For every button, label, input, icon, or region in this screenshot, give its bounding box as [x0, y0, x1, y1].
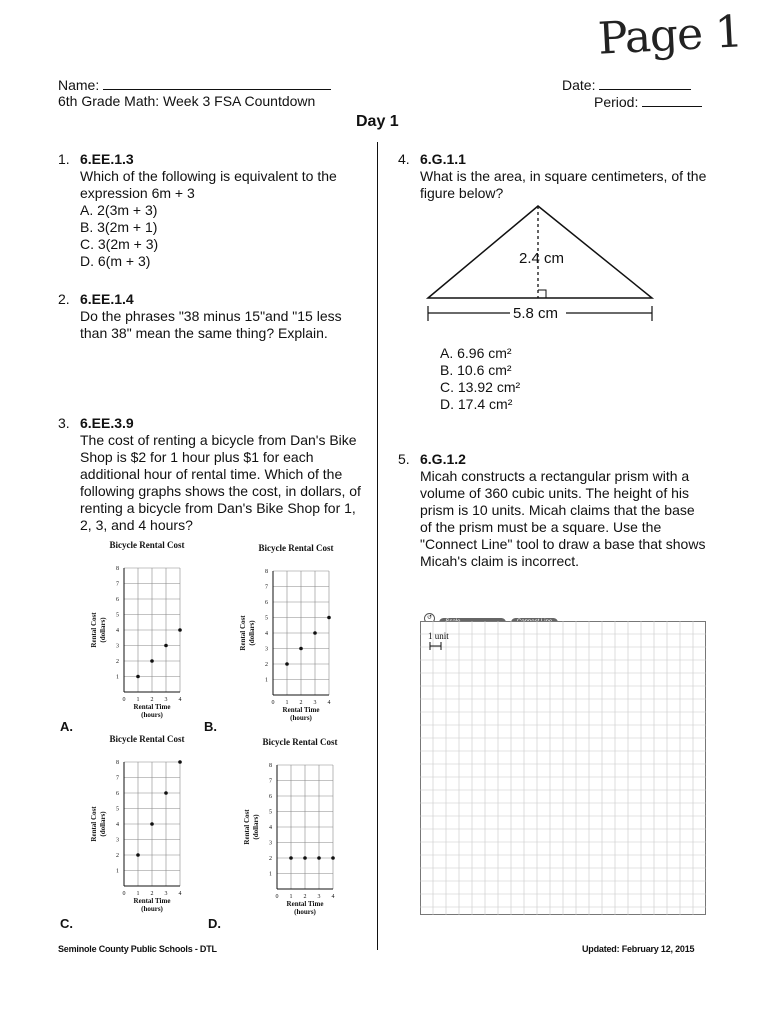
q1-option-d[interactable]: D. 6(m + 3)	[80, 253, 151, 269]
x-tick-label: 4	[327, 700, 331, 706]
chart-a[interactable]	[82, 540, 212, 730]
y-tick-label: 7	[269, 778, 272, 785]
chart-c-svg	[82, 756, 212, 926]
y-tick-label: 5	[265, 615, 268, 622]
q3-code: 6.EE.3.9	[80, 415, 134, 431]
y-tick-label: 3	[116, 643, 119, 650]
base-label: 5.8 cm	[513, 305, 559, 322]
data-point	[136, 853, 140, 857]
period-field	[594, 93, 702, 111]
q1-option-b[interactable]: B. 3(2m + 1)	[80, 219, 158, 235]
x-tick-label: 2	[299, 700, 303, 706]
chart-d-svg	[235, 759, 365, 929]
x-axis-label: Rental Time	[286, 900, 324, 908]
name-field	[58, 76, 331, 94]
name-label: Name:	[58, 77, 100, 93]
q1-code: 6.EE.1.3	[80, 151, 134, 167]
y-tick-label: 4	[265, 631, 268, 637]
y-tick-label: 6	[265, 600, 268, 606]
x-tick-label: 2	[150, 891, 154, 897]
chart-a-label[interactable]: A.	[60, 719, 73, 734]
y-axis-label: Rental Cost	[239, 615, 247, 651]
x-axis-label: Rental Time	[133, 703, 171, 711]
handwritten-page-label: Page 1	[596, 6, 744, 65]
x-tick-label: 1	[136, 891, 140, 897]
x-tick-label: 3	[164, 697, 168, 703]
data-point	[317, 856, 321, 860]
y-tick-label: 2	[116, 659, 119, 665]
y-tick-label: 4	[116, 822, 119, 828]
x-tick-label: 0	[275, 894, 279, 900]
y-tick-label: 3	[116, 837, 119, 844]
data-point	[150, 822, 154, 826]
y-axis-label: Rental Cost	[90, 612, 98, 648]
question-1	[58, 151, 363, 270]
q3-number: 3.	[58, 415, 70, 431]
y-tick-label: 2	[116, 853, 119, 859]
chart-b-svg	[231, 565, 361, 735]
question-4	[398, 151, 708, 202]
unit-legend: 1 unit	[428, 631, 449, 641]
period-blank[interactable]	[642, 93, 702, 107]
y-axis-unit: (dollars)	[99, 617, 107, 643]
x-tick-label: 3	[317, 894, 321, 900]
y-tick-label: 8	[265, 569, 268, 575]
x-tick-label: 2	[303, 894, 307, 900]
chart-b[interactable]	[231, 543, 361, 733]
question-3	[58, 415, 363, 534]
data-point	[150, 659, 154, 663]
chart-c-label[interactable]: C.	[60, 916, 73, 931]
q1-number: 1.	[58, 151, 70, 167]
x-tick-label: 1	[136, 697, 140, 703]
y-tick-label: 5	[116, 806, 119, 813]
y-tick-label: 3	[269, 840, 272, 847]
x-tick-label: 2	[150, 697, 154, 703]
y-tick-label: 4	[269, 825, 272, 831]
y-tick-label: 5	[116, 612, 119, 619]
q2-code: 6.EE.1.4	[80, 291, 134, 307]
x-tick-label: 1	[289, 894, 293, 900]
y-tick-label: 7	[116, 581, 119, 588]
data-point	[313, 631, 317, 635]
chart-b-title: Bicycle Rental Cost	[258, 543, 334, 553]
data-point	[164, 644, 168, 648]
q4-option-c[interactable]: C. 13.92 cm²	[440, 379, 521, 395]
y-tick-label: 6	[116, 791, 119, 797]
chart-c-title: Bicycle Rental Cost	[109, 734, 185, 744]
q4-options	[440, 345, 520, 413]
q1-option-a[interactable]: A. 2(3m + 3)	[80, 202, 158, 218]
x-axis-unit: (hours)	[294, 908, 316, 916]
q4-number: 4.	[398, 151, 410, 167]
y-axis-label: Rental Cost	[243, 809, 251, 845]
column-divider	[377, 142, 378, 950]
x-tick-label: 4	[178, 697, 182, 703]
footer-right: Updated: February 12, 2015	[582, 944, 695, 954]
y-tick-label: 2	[269, 856, 272, 862]
x-axis-label: Rental Time	[133, 897, 171, 905]
q4-code: 6.G.1.1	[420, 151, 466, 167]
x-tick-label: 0	[122, 697, 126, 703]
q4-text: What is the area, in square centimeters, of the figure below?	[420, 168, 707, 201]
data-point	[178, 760, 182, 764]
drawing-grid[interactable]	[420, 621, 706, 915]
x-tick-label: 3	[164, 891, 168, 897]
x-axis-unit: (hours)	[290, 714, 312, 722]
date-blank[interactable]	[599, 76, 691, 90]
day-title: Day 1	[356, 113, 399, 130]
y-tick-label: 2	[265, 662, 268, 668]
y-tick-label: 8	[116, 760, 119, 766]
q1-option-c[interactable]: C. 3(2m + 3)	[80, 236, 159, 252]
y-tick-label: 1	[269, 871, 272, 878]
data-point	[327, 616, 331, 620]
chart-d-title: Bicycle Rental Cost	[262, 737, 338, 747]
date-field	[562, 76, 691, 94]
y-axis-label: Rental Cost	[90, 806, 98, 842]
y-axis-unit: (dollars)	[252, 814, 260, 840]
q4-option-a[interactable]: A. 6.96 cm²	[440, 345, 512, 361]
q2-text: Do the phrases "38 minus 15"and "15 less than 38" mean the same thing? Explain.	[80, 308, 342, 341]
chart-b-label[interactable]: B.	[204, 719, 217, 734]
y-tick-label: 5	[269, 809, 272, 816]
x-tick-label: 3	[313, 700, 317, 706]
x-axis-unit: (hours)	[141, 905, 163, 913]
q4-option-b[interactable]: B. 10.6 cm²	[440, 362, 512, 378]
height-label: 2.4 cm	[519, 250, 565, 267]
data-point	[299, 647, 303, 651]
chart-a-title: Bicycle Rental Cost	[109, 540, 185, 550]
data-point	[303, 856, 307, 860]
question-2	[58, 291, 358, 342]
y-tick-label: 4	[116, 628, 119, 634]
y-axis-unit: (dollars)	[248, 620, 256, 646]
q3-text: The cost of renting a bicycle from Dan's Bike Shop is $2 for 1 hour plus $1 for each additional hour of rental time. Which of the following graphs shows the cost, in dollars, of renting a bicycle from Dan's Bike Shop for 1, 2, 3, and 4 hours?	[80, 432, 361, 533]
q5-code: 6.G.1.2	[420, 451, 466, 467]
data-point	[178, 628, 182, 632]
y-tick-label: 8	[116, 566, 119, 572]
reset-icon[interactable]: ↺	[424, 613, 435, 624]
q4-option-d[interactable]: D. 17.4 cm²	[440, 396, 513, 412]
y-tick-label: 7	[116, 775, 119, 782]
y-axis-unit: (dollars)	[99, 811, 107, 837]
chart-d[interactable]	[235, 737, 365, 927]
y-tick-label: 8	[269, 763, 272, 769]
footer-left: Seminole County Public Schools - DTL	[58, 944, 217, 954]
x-tick-label: 0	[122, 891, 126, 897]
y-tick-label: 1	[116, 868, 119, 875]
y-tick-label: 3	[265, 646, 268, 653]
data-point	[289, 856, 293, 860]
chart-d-label[interactable]: D.	[208, 916, 221, 931]
x-tick-label: 4	[331, 894, 335, 900]
data-point	[164, 791, 168, 795]
data-point	[331, 856, 335, 860]
y-tick-label: 6	[269, 794, 272, 800]
x-axis-label: Rental Time	[282, 706, 320, 714]
q5-number: 5.	[398, 451, 410, 467]
data-point	[136, 675, 140, 679]
unit-scale-icon	[428, 642, 444, 650]
x-tick-label: 4	[178, 891, 182, 897]
question-5	[398, 451, 708, 570]
q5-text: Micah constructs a rectangular prism with a volume of 360 cubic units. The height of his prism is 10 units. Micah claims that the base of the prism must be a square. Use the "Connect Line" tool to draw a base that shows Micah's claim is incorrect.	[420, 468, 706, 569]
data-point	[285, 662, 289, 666]
right-angle-mark	[538, 290, 546, 298]
chart-a-svg	[82, 562, 212, 732]
x-tick-label: 0	[271, 700, 275, 706]
course-title: 6th Grade Math: Week 3 FSA Countdown	[58, 93, 316, 109]
chart-c[interactable]	[82, 734, 212, 924]
q1-text: Which of the following is equivalent to the expression 6m + 3	[80, 168, 337, 201]
y-tick-label: 6	[116, 597, 119, 603]
x-tick-label: 1	[285, 700, 289, 706]
y-tick-label: 1	[116, 674, 119, 681]
triangle-figure	[420, 200, 660, 330]
period-label: Period:	[594, 94, 639, 110]
y-tick-label: 7	[265, 584, 268, 591]
x-axis-unit: (hours)	[141, 711, 163, 719]
q2-number: 2.	[58, 291, 70, 307]
y-tick-label: 1	[265, 677, 268, 684]
date-label: Date:	[562, 77, 596, 93]
name-blank[interactable]	[103, 76, 331, 90]
